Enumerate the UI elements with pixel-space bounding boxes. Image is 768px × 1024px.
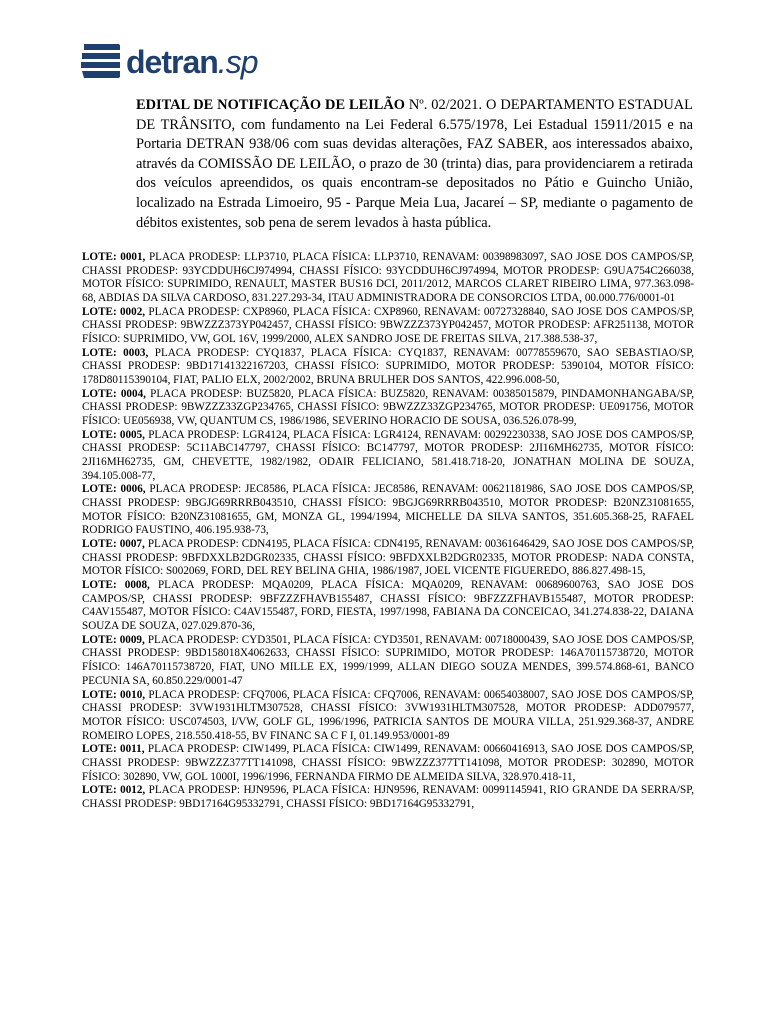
lot-details: PLACA PRODESP: BUZ5820, PLACA FÍSICA: BUZ5820, RENAVAM: 00385015879, PINDAMONHANGABA/SP, CHASSI PRODESP: 9BWZZZ33ZGP234765, CHASSI FÍSICO: 9BWZZZ33ZGP234765, MOTOR PRODESP: UE091756, MOTOR FÍSICO: UE056938, VW, QUANTUM CS, 1986/1986, SEVERINO HORACIO DE SOUSA, 036.526.078-99, <box>82 387 694 428</box>
edital-intro <box>136 96 693 233</box>
lot-label: LOTE: 0011, <box>82 743 145 756</box>
detran-logo-mark-icon <box>80 42 122 80</box>
lot-details: PLACA PRODESP: HJN9596, PLACA FÍSICA: HJN9596, RENAVAM: 00991145941, RIO GRANDE DA SERRA/SP, CHASSI PRODESP: 9BD17164G95332791, CHASSI FÍSICO: 9BD17164G95332791, <box>82 784 694 810</box>
lot-entry <box>82 689 694 744</box>
lot-entry <box>82 251 694 306</box>
lot-entry <box>82 388 694 429</box>
logo-suffix: .sp <box>217 44 258 80</box>
lot-label: LOTE: 0004, <box>82 387 146 400</box>
lot-label: LOTE: 0010, <box>82 688 146 701</box>
lot-entry <box>82 538 694 579</box>
lot-details: PLACA PRODESP: LLP3710, PLACA FÍSICA: LLP3710, RENAVAM: 00398983097, SAO JOSE DOS CAMPOS/SP, CHASSI PRODESP: 93YCDDUH6CJ974994, CHASSI FÍSICO: 93YCDDUH6CJ974994, MOTOR PRODESP: G9UA754C266038, MOTOR FÍSICO: SUPRIMIDO, RENAULT, MASTER BUS16 DCI, 2011/2012, MARCOS CLARET RIBEIRO LIMA, 977.363.098-68, ABDIAS DA SILVA CARDOSO, 831.227.293-34, ITAU ADMINISTRADORA DE CONSORCIOS LTDA, 00.000.776/0001-01 <box>82 251 694 305</box>
lot-details: PLACA PRODESP: LGR4124, PLACA FÍSICA: LGR4124, RENAVAM: 00292230338, SAO JOSE DOS CAMPOS/SP, CHASSI PRODESP: 5C11ABC147797, CHASSI FÍSICO: BC147797, MOTOR PRODESP: 2JI16MH62735, MOTOR FÍSICO: 2JI16MH62735, GM, CHEVETTE, 1982/1982, ODAIR FELICIANO, 581.418.718-20, JONATHAN MOLINA DE SOUZA, 394.105.008-77, <box>82 428 694 482</box>
lot-label: LOTE: 0009, <box>82 633 145 646</box>
lot-label: LOTE: 0003, <box>82 346 149 359</box>
lot-entry <box>82 634 694 689</box>
lot-list <box>82 251 694 812</box>
lot-label: LOTE: 0008, <box>82 579 150 592</box>
lot-label: LOTE: 0001, <box>82 251 146 263</box>
lot-entry <box>82 743 694 784</box>
lot-details: PLACA PRODESP: CFQ7006, PLACA FÍSICA: CFQ7006, RENAVAM: 00654038007, SAO JOSE DOS CAMPOS/SP, CHASSI PRODESP: 3VW1931HLTM307528, CHASSI FÍSICO: 3VW1931HLTM307528, MOTOR PRODESP: ADD079577, MOTOR FÍSICO: USC074503, I/VW, GOLF GL, 1996/1996, PATRICIA SANTOS DE MOURA VILLA, 251.929.368-37, ANDRE ROMEIRO LOPES, 218.550.418-55, BV FINANC SA C F I, 01.149.953/0001-89 <box>82 688 694 742</box>
lot-entry <box>82 784 694 811</box>
logo-wordmark <box>126 44 257 81</box>
lot-entry <box>82 429 694 484</box>
lot-label: LOTE: 0012, <box>82 784 146 797</box>
lot-label: LOTE: 0002, <box>82 305 146 318</box>
lot-label: LOTE: 0005, <box>82 428 145 441</box>
lot-label: LOTE: 0007, <box>82 538 145 551</box>
lot-details: PLACA PRODESP: CYQ1837, PLACA FÍSICA: CYQ1837, RENAVAM: 00778559670, SAO SEBASTIAO/SP, CHASSI PRODESP: 9BD17141322167203, CHASSI FÍSICO: SUPRIMIDO, MOTOR PRODESP: 5390104, MOTOR FÍSICO: 178D80115390104, FIAT, PALIO ELX, 2002/2002, BRUNA BRULHER DOS SANTOS, 422.996.008-50, <box>82 346 694 387</box>
lot-details: PLACA PRODESP: JEC8586, PLACA FÍSICA: JEC8586, RENAVAM: 00621181986, SAO JOSE DOS CAMPOS/SP, CHASSI PRODESP: 9BGJG69RRRB043510, CHASSI FÍSICO: 9BGJG69RRRB043510, MOTOR PRODESP: B20NZ31081655, MOTOR FÍSICO: B20NZ31081655, GM, MONZA GL, 1994/1994, MICHELLE DA SILVA SANTOS, 351.605.368-25, RAFAEL RODRIGO FAUSTINO, 406.195.938-73, <box>82 483 694 537</box>
lot-label: LOTE: 0006, <box>82 483 146 496</box>
lot-details: PLACA PRODESP: CDN4195, PLACA FÍSICA: CDN4195, RENAVAM: 00361646429, SAO JOSE DOS CAMPOS/SP, CHASSI PRODESP: 9BFDXXLB2DGR02335, CHASSI FÍSICO: 9BFDXXLB2DGR02335, MOTOR PRODESP: NADA CONSTA, MOTOR FÍSICO: S002069, FORD, DEL REY BELINA GHIA, 1986/1987, JOEL VICENTE FIGUEREDO, 886.827.498-15, <box>82 538 694 578</box>
lot-entry <box>82 579 694 634</box>
lot-details: PLACA PRODESP: MQA0209, PLACA FÍSICA: MQA0209, RENAVAM: 00689600763, SAO JOSE DOS CAMPOS/SP, CHASSI PRODESP: 9BFZZZFHAVB155487, CHASSI FÍSICO: 9BFZZZFHAVB155487, MOTOR PRODESP: C4AV155487, MOTOR FÍSICO: C4AV155487, FORD, FIESTA, 1997/1998, FABIANA DA CONCEICAO, 341.274.838-22, DAIANA SOUZA DE SOUZA, 027.029.870-36, <box>82 579 694 633</box>
lot-entry <box>82 306 694 347</box>
lot-details: PLACA PRODESP: CIW1499, PLACA FÍSICA: CIW1499, RENAVAM: 00660416913, SAO JOSE DOS CAMPOS/SP, CHASSI PRODESP: 9BWZZZ377TT141098, CHASSI FÍSICO: 9BWZZZ377TT141098, MOTOR PRODESP: 302890, MOTOR FÍSICO: 302890, VW, GOL 1000I, 1996/1996, FERNANDA FIRMO DE ALMEIDA SILVA, 328.970.418-11, <box>82 743 694 783</box>
lot-entry <box>82 347 694 388</box>
lot-entry <box>82 483 694 538</box>
detran-logo <box>80 40 260 84</box>
logo-text: detran <box>126 44 218 80</box>
edital-intro-text: Nº. 02/2021. O DEPARTAMENTO ESTADUAL DE TRÂNSITO, com fundamento na Lei Federal 6.575/1978, Lei Estadual 15911/2015 e na Portaria DETRAN 938/06 com suas devidas alterações, FAZ SABER, aos interessados abaixo, através da COMISSÃO DE LEILÃO, o prazo de 30 (trinta) dias, para providenciarem a retirada dos veículos apreendidos, os quais encontram-se depositados no Pátio e Guincho União, localizado na Estrada Limoeiro, 95 - Parque Meia Lua, Jacareí – SP, mediante o pagamento de débitos existentes, sob pena de serem levados à hasta pública. <box>136 97 693 231</box>
lot-details: PLACA PRODESP: CYD3501, PLACA FÍSICA: CYD3501, RENAVAM: 00718000439, SAO JOSE DOS CAMPOS/SP, CHASSI PRODESP: 9BD158018X4062633, CHASSI FÍSICO: SUPRIMIDO, MOTOR PRODESP: 146A70115738720, MOTOR FÍSICO: 146A70115738720, FIAT, UNO MILLE EX, 1999/1999, ALLAN DIEGO SOUZA MENDES, 399.574.868-61, BANCO PECUNIA SA, 60.850.229/0001-47 <box>82 633 694 687</box>
edital-title: EDITAL DE NOTIFICAÇÃO DE LEILÃO <box>136 97 405 113</box>
lot-details: PLACA PRODESP: CXP8960, PLACA FÍSICA: CXP8960, RENAVAM: 00727328840, SAO JOSE DOS CAMPOS/SP, CHASSI PRODESP: 9BWZZZ373YP042457, CHASSI FÍSICO: 9BWZZZ373YP042457, MOTOR PRODESP: AFR251138, MOTOR FÍSICO: SUPRIMIDO, VW, GOL 16V, 1999/2000, ALEX SANDRO JOSE DE FREITAS SILVA, 217.388.538-37, <box>82 305 694 346</box>
